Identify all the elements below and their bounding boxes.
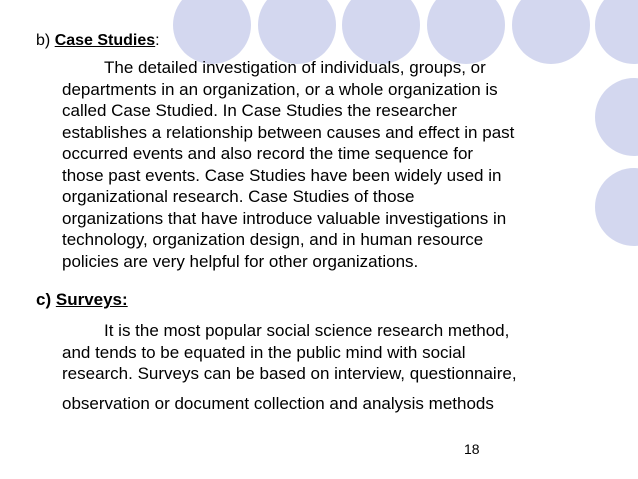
decorative-circle <box>595 78 638 156</box>
heading-term: Case Studies <box>54 32 156 49</box>
paragraph-line: departments in an organization, or a whole organization is <box>62 79 498 99</box>
page-number: 18 <box>464 441 480 457</box>
surveys-paragraph <box>62 320 517 414</box>
decorative-circle <box>595 168 638 246</box>
paragraph-line: organizations that have introduce valuable investigations in <box>62 208 507 228</box>
paragraph-line: The detailed investigation of individuals, groups, or <box>104 58 486 77</box>
decorative-circle <box>173 0 251 64</box>
paragraph-line: those past events. Case Studies have been widely used in <box>62 165 502 185</box>
heading-colon: : <box>155 32 160 49</box>
heading-term: Surveys: <box>55 290 128 309</box>
paragraph-line: called Case Studied. In Case Studies the researcher <box>62 101 458 120</box>
decorative-circle <box>595 0 638 64</box>
case-studies-paragraph <box>62 57 514 272</box>
heading-surveys <box>36 289 128 311</box>
heading-case-studies <box>36 30 160 52</box>
decorative-circle <box>427 0 505 64</box>
paragraph-line: It is the most popular social science research method, <box>104 321 510 340</box>
paragraph-line: and tends to be equated in the public mind with social <box>62 342 466 362</box>
paragraph-line: technology, organization design, and in human resource <box>62 230 484 249</box>
paragraph-line: observation or document collection and analysis methods <box>62 393 494 413</box>
heading-letter: c) <box>36 290 52 309</box>
decorative-circle <box>512 0 590 64</box>
decorative-circle <box>342 0 420 64</box>
paragraph-line: establishes a relationship between causes and effect in past <box>62 122 515 142</box>
paragraph-line: research. Surveys can be based on interview, questionnaire, <box>62 364 517 383</box>
paragraph-line: occurred events and also record the time sequence for <box>62 144 474 163</box>
paragraph-line: organizational research. Case Studies of those <box>62 187 415 206</box>
heading-letter: b) <box>36 32 51 49</box>
decorative-circle <box>258 0 336 64</box>
paragraph-line: policies are very helpful for other organizations. <box>62 251 419 271</box>
